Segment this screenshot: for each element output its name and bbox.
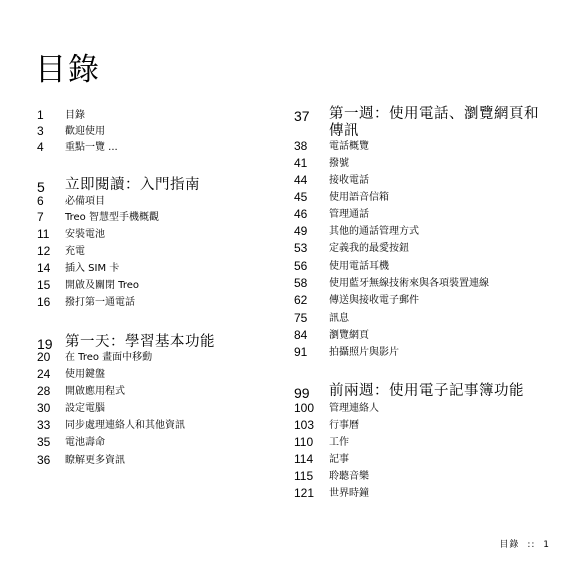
toc-entry[interactable] <box>37 227 297 245</box>
toc-entry[interactable] <box>294 345 554 363</box>
toc-entry[interactable] <box>294 139 554 157</box>
toc-entry-title: 瞭解更多資訊 <box>65 455 125 466</box>
toc-entry[interactable] <box>294 401 554 419</box>
toc-page-number: 41 <box>294 156 308 170</box>
toc-entry-title: 傳送與接收電子郵件 <box>329 295 419 306</box>
toc-entry[interactable] <box>37 210 297 228</box>
toc-chapter-title: 傳訊 <box>329 123 359 139</box>
toc-chapter-title: 前兩週：使用電子記事簿功能 <box>329 383 524 399</box>
toc-entry[interactable] <box>294 224 554 242</box>
toc-entry-title: 安裝電池 <box>65 229 105 240</box>
toc-page-number: 7 <box>37 210 44 224</box>
toc-page-number: 44 <box>294 173 308 187</box>
toc-page-number: 14 <box>37 261 51 275</box>
toc-page-number: 33 <box>37 418 51 432</box>
toc-chapter-title: 第一天：學習基本功能 <box>65 334 215 350</box>
toc-entry-title: 工作 <box>329 437 349 448</box>
toc-entry-title: 使用藍牙無線技術來與各項裝置連線 <box>329 278 489 289</box>
toc-entry-title: 開啟及關閉 Treo <box>65 280 139 291</box>
toc-entry-title: 其他的通話管理方式 <box>329 226 419 237</box>
toc-entry-title: 使用電話耳機 <box>329 261 389 272</box>
toc-page-number: 114 <box>294 452 314 466</box>
toc-entry-title: 使用語音信箱 <box>329 192 389 203</box>
toc-page-number: 11 <box>37 227 50 241</box>
toc-entry-title: 重點一覽 ... <box>65 142 118 153</box>
toc-entry-title: 世界時鐘 <box>329 488 369 499</box>
toc-entry[interactable] <box>294 190 554 208</box>
toc-entry[interactable] <box>294 122 554 140</box>
toc-entry-title: 使用鍵盤 <box>65 369 105 380</box>
toc-page-number: 5 <box>37 179 45 195</box>
toc-page-number: 28 <box>37 384 51 398</box>
page-footer <box>499 537 550 550</box>
toc-entry[interactable] <box>294 207 554 225</box>
toc-entry-title: 開啟應用程式 <box>65 386 125 397</box>
toc-entry[interactable] <box>37 261 297 279</box>
toc-entry-title: 插入 SIM 卡 <box>65 263 120 274</box>
toc-page-number: 121 <box>294 486 315 500</box>
toc-entry[interactable] <box>294 156 554 174</box>
toc-page-number: 4 <box>37 140 44 154</box>
toc-entry[interactable] <box>37 295 297 313</box>
toc-page-number: 16 <box>37 295 51 309</box>
toc-entry-title: 訊息 <box>329 313 349 324</box>
toc-page-number: 49 <box>294 224 308 238</box>
toc-entry[interactable] <box>294 259 554 277</box>
toc-entry-title: 目錄 <box>65 110 85 121</box>
toc-entry[interactable] <box>37 401 297 419</box>
toc-entry[interactable] <box>294 418 554 436</box>
toc-chapter-title: 第一週：使用電話、瀏覽網頁和 <box>329 106 539 122</box>
toc-page-number: 53 <box>294 241 308 255</box>
toc-entry[interactable] <box>294 173 554 191</box>
toc-page-number: 12 <box>37 244 51 258</box>
toc-entry-title: 行事曆 <box>329 420 359 431</box>
toc-entry-title: 撥打第一通電話 <box>65 297 135 308</box>
toc-page-number: 24 <box>37 367 51 381</box>
toc-entry[interactable] <box>294 105 554 123</box>
toc-page-number: 115 <box>294 469 314 483</box>
toc-entry-title: 同步處理連絡人和其他資訊 <box>65 420 185 431</box>
toc-page-number: 30 <box>37 401 51 415</box>
toc-page-number: 62 <box>294 293 308 307</box>
page-title: 目錄 <box>35 52 101 88</box>
toc-page-number: 38 <box>294 139 308 153</box>
toc-entry[interactable] <box>37 140 297 158</box>
toc-page-number: 91 <box>294 345 308 359</box>
toc-page-number: 103 <box>294 418 315 432</box>
toc-entry[interactable] <box>294 311 554 329</box>
toc-entry-title: 充電 <box>65 246 85 257</box>
toc-entry[interactable] <box>294 435 554 453</box>
toc-entry-title: 管理連絡人 <box>329 403 379 414</box>
toc-entry[interactable] <box>37 350 297 368</box>
toc-entry-title: 歡迎使用 <box>65 126 105 137</box>
toc-page-number: 110 <box>294 435 314 449</box>
footer-page-number: 1 <box>543 540 550 550</box>
toc-page-number: 3 <box>37 124 44 138</box>
toc-page-number: 36 <box>37 453 51 467</box>
toc-entry[interactable] <box>37 453 297 471</box>
toc-entry[interactable] <box>37 367 297 385</box>
toc-page-number: 45 <box>294 190 308 204</box>
toc-page-number: 1 <box>37 108 44 122</box>
toc-page-number: 46 <box>294 207 308 221</box>
toc-entry[interactable] <box>37 333 297 351</box>
toc-page-number: 75 <box>294 311 308 325</box>
toc-entry-title: Treo 智慧型手機概觀 <box>65 212 159 223</box>
toc-page-number: 15 <box>37 278 51 292</box>
toc-entry-title: 在 Treo 畫面中移動 <box>65 352 153 363</box>
toc-entry[interactable] <box>294 469 554 487</box>
toc-page-number: 35 <box>37 435 51 449</box>
toc-entry[interactable] <box>37 176 297 194</box>
toc-entry[interactable] <box>37 435 297 453</box>
toc-entry-title: 記事 <box>329 454 349 465</box>
toc-entry[interactable] <box>294 452 554 470</box>
toc-page-number: 100 <box>294 401 315 415</box>
toc-entry-title: 撥號 <box>329 158 349 169</box>
toc-entry-title: 接收電話 <box>329 175 369 186</box>
toc-entry[interactable] <box>37 244 297 262</box>
toc-entry-title: 瀏覽網頁 <box>329 330 369 341</box>
toc-page-number: 84 <box>294 328 308 342</box>
toc-entry[interactable] <box>294 486 554 504</box>
toc-entry-title: 必備項目 <box>65 196 105 207</box>
toc-entry[interactable] <box>37 278 297 296</box>
toc-entry-title: 管理通話 <box>329 209 369 220</box>
toc-entry[interactable] <box>37 418 297 436</box>
toc-entry[interactable] <box>294 276 554 294</box>
toc-entry-title: 拍攝照片與影片 <box>329 347 399 358</box>
toc-page-number: 19 <box>37 336 53 352</box>
toc-entry[interactable] <box>37 384 297 402</box>
toc-entry[interactable] <box>294 328 554 346</box>
toc-page-number: 58 <box>294 276 308 290</box>
toc-page-number: 6 <box>37 194 44 208</box>
footer-section: 目錄 <box>499 540 520 550</box>
toc-entry[interactable] <box>294 382 554 400</box>
toc-page-number: 20 <box>37 350 51 364</box>
toc-entry-title: 定義我的最愛按鈕 <box>329 243 409 254</box>
toc-page-number: 37 <box>294 108 310 124</box>
toc-entry-title: 電話概覽 <box>329 141 369 152</box>
toc-entry-title: 電池壽命 <box>65 437 105 448</box>
toc-page-number: 99 <box>294 385 310 401</box>
toc-entry[interactable] <box>294 241 554 259</box>
toc-entry-title: 設定電腦 <box>65 403 105 414</box>
footer-separator: :: <box>527 540 536 550</box>
toc-chapter-title: 立即閱讀：入門指南 <box>65 177 200 193</box>
toc-entry[interactable] <box>294 293 554 311</box>
toc-entry-title: 聆聽音樂 <box>329 471 369 482</box>
toc-page-number: 56 <box>294 259 308 273</box>
